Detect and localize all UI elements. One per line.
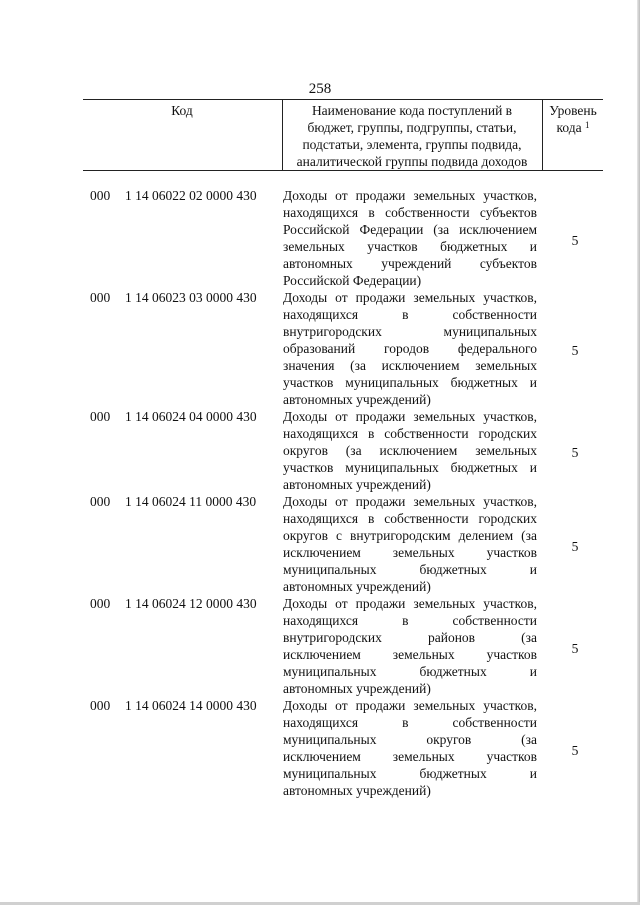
header-name-line: Наименование кода поступлений в (311, 103, 513, 118)
table-header (83, 99, 603, 171)
admin-code: 000 (90, 290, 111, 305)
income-name-line: участков муниципальных бюджетных и (283, 375, 537, 390)
income-name-line: Доходы от продажи земельных участков, (283, 698, 537, 713)
header-level-word: кода (556, 120, 582, 135)
income-name (283, 595, 537, 697)
header-level (544, 102, 602, 136)
header-code: Код (171, 103, 193, 118)
code-level: 5 (571, 539, 579, 554)
table-row (0, 697, 640, 799)
income-name-line: округов с внутригородским делением (за (283, 528, 537, 543)
income-code: 1 14 06022 02 0000 430 (125, 188, 257, 203)
code-level: 5 (571, 343, 579, 358)
header-name-line: подстатьи, элемента, группы подвида, (302, 137, 522, 152)
income-name-line: Доходы от продажи земельных участков, (283, 290, 537, 305)
admin-code: 000 (90, 188, 111, 203)
code-level: 5 (571, 445, 579, 460)
income-name-line: автономных учреждений) (283, 477, 431, 492)
income-name-line: образований городов федерального (283, 341, 537, 356)
header-level-line (544, 119, 602, 136)
income-name-line: находящихся в собственности городских (283, 426, 537, 441)
income-name-line: автономных учреждений субъектов (283, 256, 537, 271)
income-name (283, 408, 537, 493)
header-level-line: Уровень (549, 103, 597, 118)
income-name-line: округов (за исключением земельных (283, 443, 537, 458)
header-divider (542, 100, 543, 170)
income-code: 1 14 06024 12 0000 430 (125, 596, 257, 611)
admin-code: 000 (90, 494, 111, 509)
table-row (0, 408, 640, 493)
income-name (283, 187, 537, 289)
code-level: 5 (571, 743, 579, 758)
income-name-line: Доходы от продажи земельных участков, (283, 494, 537, 509)
income-name-line: автономных учреждений) (283, 783, 431, 798)
income-name-line: внутригородских районов (за (283, 630, 537, 645)
income-name-line: исключением земельных участков (283, 647, 537, 662)
income-code: 1 14 06024 11 0000 430 (125, 494, 257, 509)
admin-code: 000 (90, 596, 111, 611)
table-row (0, 187, 640, 289)
table-row (0, 595, 640, 697)
header-name (283, 102, 541, 170)
income-name-line: внутригородских муниципальных (283, 324, 537, 339)
income-name (283, 493, 537, 595)
income-name (283, 289, 537, 408)
income-name-line: автономных учреждений) (283, 392, 431, 407)
income-name-line: автономных учреждений) (283, 681, 431, 696)
income-name-line: находящихся в собственности субъектов (283, 205, 537, 220)
income-name (283, 697, 537, 799)
income-name-line: Российской Федерации (за исключением (283, 222, 537, 237)
income-name-line: находящихся в собственности (283, 715, 537, 730)
table-row (0, 289, 640, 408)
income-name-line: Доходы от продажи земельных участков, (283, 596, 537, 611)
code-level: 5 (571, 233, 579, 248)
income-name-line: муниципальных округов (за (283, 732, 537, 747)
income-name-line: значения (за исключением земельных (283, 358, 537, 373)
income-name-line: исключением земельных участков (283, 545, 537, 560)
footnote-mark: 1 (584, 120, 590, 130)
income-code: 1 14 06024 14 0000 430 (125, 698, 257, 713)
income-name-line: земельных участков бюджетных и (283, 239, 537, 254)
income-code: 1 14 06023 03 0000 430 (125, 290, 257, 305)
income-name-line: Российской Федерации) (283, 273, 422, 288)
code-level: 5 (571, 641, 579, 656)
table-row (0, 493, 640, 595)
header-name-line: бюджет, группы, подгруппы, статьи, (307, 120, 517, 135)
admin-code: 000 (90, 409, 111, 424)
income-name-line: находящихся в собственности (283, 613, 537, 628)
income-name-line: муниципальных бюджетных и (283, 562, 537, 577)
income-name-line: автономных учреждений) (283, 579, 431, 594)
income-name-line: муниципальных бюджетных и (283, 664, 537, 679)
header-name-line: аналитической группы подвида доходов (296, 154, 528, 169)
income-name-line: исключением земельных участков (283, 749, 537, 764)
income-name-line: участков муниципальных бюджетных и (283, 460, 537, 475)
admin-code: 000 (90, 698, 111, 713)
income-name-line: находящихся в собственности городских (283, 511, 537, 526)
income-name-line: Доходы от продажи земельных участков, (283, 188, 537, 203)
income-name-line: находящихся в собственности (283, 307, 537, 322)
income-name-line: Доходы от продажи земельных участков, (283, 409, 537, 424)
income-code: 1 14 06024 04 0000 430 (125, 409, 257, 424)
income-name-line: муниципальных бюджетных и (283, 766, 537, 781)
page-number: 258 (308, 81, 332, 97)
